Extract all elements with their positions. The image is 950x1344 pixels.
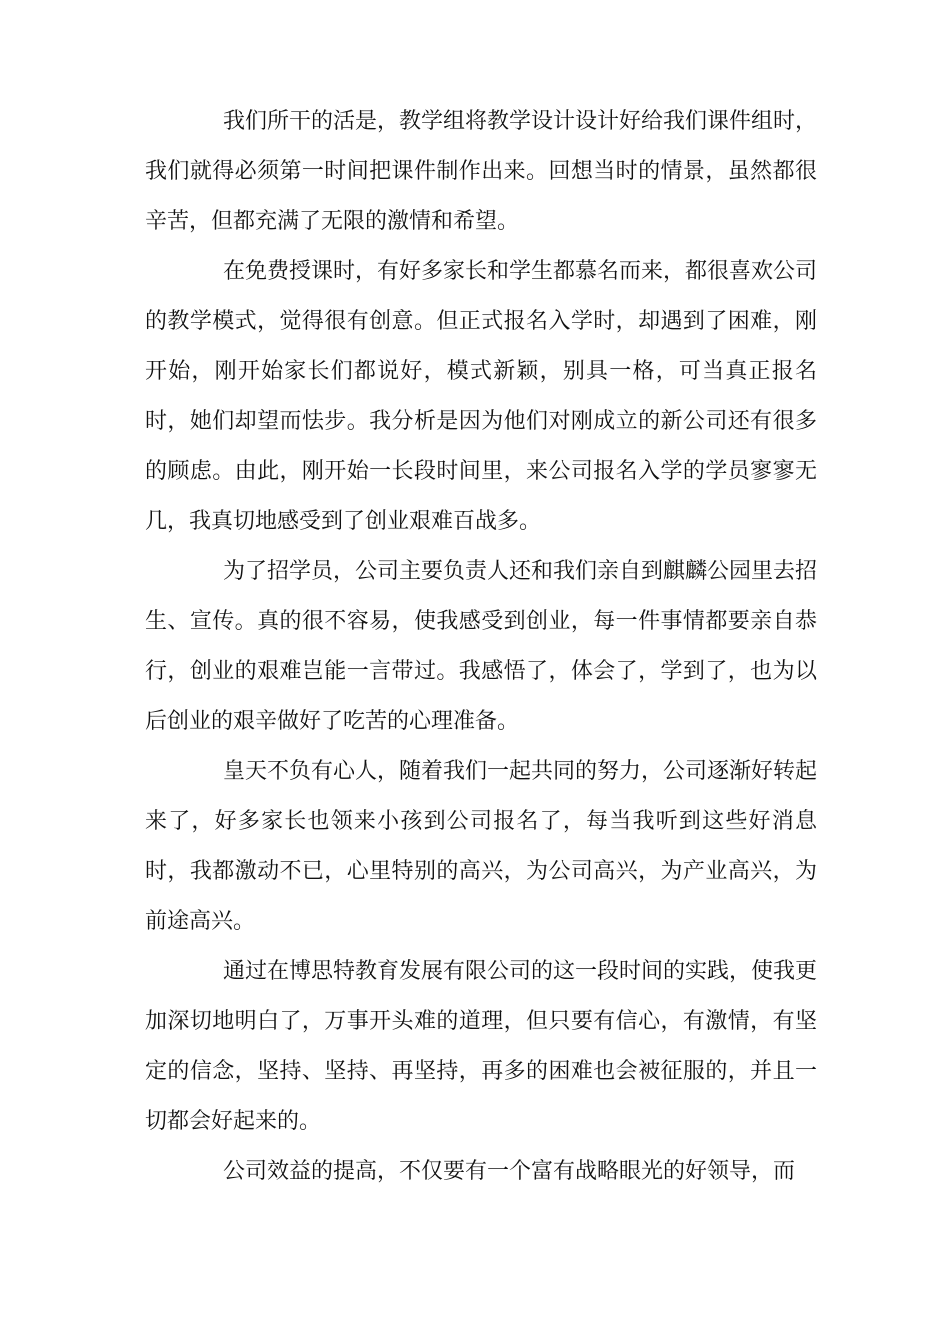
paragraph-4: 皇天不负有心人，随着我们一起共同的努力，公司逐渐好转起来了，好多家长也领来小孩到公司报名了，每当我听到这些好消息时，我都激动不已，心里特别的高兴，为公司高兴，为产业高兴，为前途高兴。 xyxy=(145,759,818,934)
paragraph-6: 公司效益的提高，不仅要有一个富有战略眼光的好领导，而 xyxy=(223,1159,796,1184)
paragraph-2: 在免费授课时，有好多家长和学生都慕名而来，都很喜欢公司的教学模式，觉得很有创意。但正式报名入学时，却遇到了困难，刚开始，刚开始家长们都说好，模式新颖，别具一格，可当真正报名时，她们却望而怯步。我分析是因为他们对刚成立的新公司还有很多的顾虑。由此，刚开始一长段时间里，来公司报名入学的学员寥寥无几，我真切地感受到了创业艰难百战多。 xyxy=(145,259,818,534)
paragraph-5: 通过在博思特教育发展有限公司的这一段时间的实践，使我更加深切地明白了，万事开头难的道理，但只要有信心，有激情，有坚定的信念，坚持、坚持、再坚持，再多的困难也会被征服的，并且一切都会好起来的。 xyxy=(145,959,818,1134)
paragraph-1: 我们所干的活是，教学组将教学设计设计好给我们课件组时，我们就得必须第一时间把课件制作出来。回想当时的情景，虽然都很辛苦，但都充满了无限的激情和希望。 xyxy=(145,109,818,234)
paragraph-3: 为了招学员，公司主要负责人还和我们亲自到麒麟公园里去招生、宣传。真的很不容易，使我感受到创业，每一件事情都要亲自恭行，创业的艰难岂能一言带过。我感悟了，体会了，学到了，也为以后创业的艰辛做好了吃苦的心理准备。 xyxy=(145,559,818,734)
document-body xyxy=(145,97,817,1197)
